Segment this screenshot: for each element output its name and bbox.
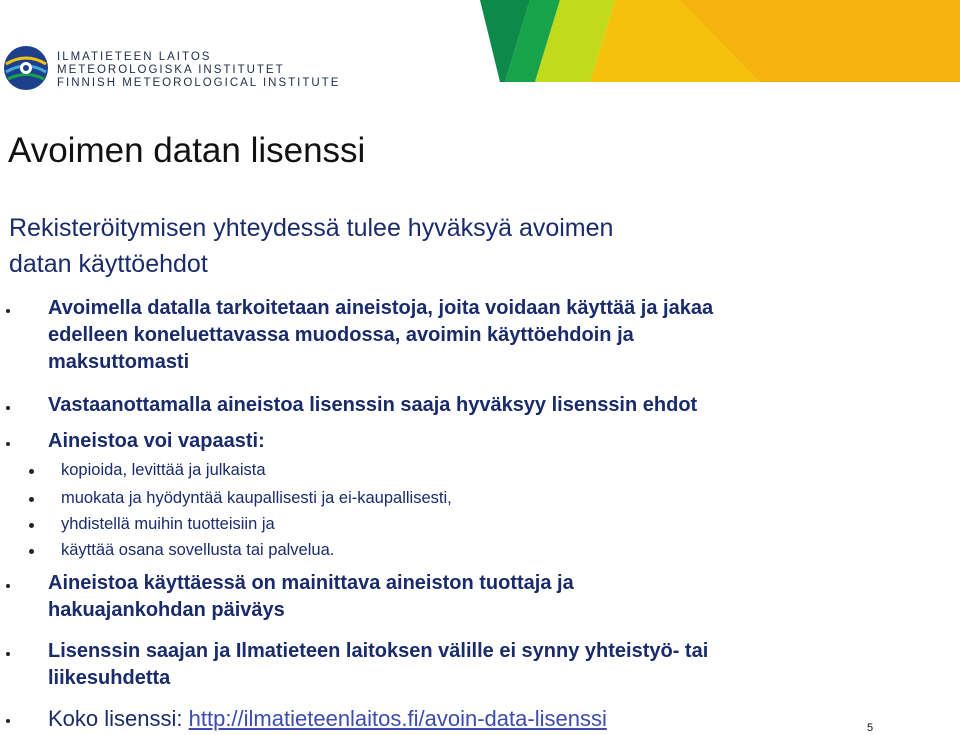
- sub-bullet-text: kopioida, levittää ja julkaista: [61, 461, 266, 479]
- slide-subtitle: [9, 210, 909, 282]
- bullet-dot: [6, 584, 10, 588]
- bullet-text: Vastaanottamalla aineistoa lisenssin saaja hyväksyy lisenssin ehdot: [48, 394, 698, 416]
- bullet-text: hakuajankohdan päiväys: [48, 599, 285, 621]
- bullet-attribution: [48, 570, 574, 624]
- organization-name: [57, 51, 340, 90]
- bullet-text: Lisenssin saajan ja Ilmatieteen laitoksen välille ei synny yhteistyö- tai: [48, 640, 709, 662]
- page-number: 5: [867, 722, 874, 734]
- org-name-english: FINNISH METEOROLOGICAL INSTITUTE: [57, 77, 341, 89]
- bullet-text: Avoimella datalla tarkoitetaan aineistoja, joita voidaan käyttää ja jakaa: [48, 297, 714, 319]
- sub-bullet-use-in-service: [61, 539, 334, 562]
- bullet-full-license: [48, 705, 607, 732]
- slide-title: Avoimen datan lisenssi: [8, 131, 366, 170]
- bullet-text: liikesuhdetta: [48, 667, 171, 689]
- bullet-open-data-definition: [48, 295, 713, 376]
- subtitle-line-1: Rekisteröitymisen yhteydessä tulee hyväksyä avoimen: [9, 214, 614, 242]
- sub-bullet-combine: [61, 513, 275, 536]
- bullet-dot: [29, 523, 34, 528]
- bullet-text: Aineistoa voi vapaasti:: [48, 430, 265, 452]
- bullet-text: maksuttomasti: [48, 351, 190, 373]
- bullet-dot: [6, 652, 10, 656]
- org-name-finnish: ILMATIETEEN LAITOS: [57, 51, 212, 63]
- sub-bullet-text: käyttää osana sovellusta tai palvelua.: [61, 541, 335, 559]
- bullet-text: Aineistoa käyttäessä on mainittava aineiston tuottaja ja: [48, 572, 574, 594]
- sub-bullet-copy: [61, 459, 266, 482]
- bullet-freely-use: [48, 428, 265, 455]
- bullet-dot: [6, 442, 10, 446]
- bullet-dot: [29, 497, 34, 502]
- bullet-accept-terms: [48, 392, 697, 419]
- bullet-no-partnership: [48, 638, 708, 692]
- license-link[interactable]: http://ilmatieteenlaitos.fi/avoin-data-lisenssi: [188, 706, 607, 731]
- bullet-text: Koko lisenssi:: [48, 706, 189, 731]
- sub-bullet-modify: [61, 487, 452, 510]
- bullet-text: edelleen koneluettavassa muodossa, avoimin käyttöehdoin ja: [48, 324, 634, 346]
- bullet-dot: [29, 549, 34, 554]
- fmi-logo-icon: [2, 44, 50, 92]
- bullet-dot: [6, 719, 10, 723]
- sub-bullet-text: yhdistellä muihin tuotteisiin ja: [61, 515, 275, 533]
- subtitle-line-2: datan käyttöehdot: [9, 250, 208, 278]
- sub-bullet-text: muokata ja hyödyntää kaupallisesti ja ei-kaupallisesti,: [61, 489, 452, 507]
- bullet-dot: [6, 406, 10, 410]
- org-name-swedish: METEOROLOGISKA INSTITUTET: [57, 64, 285, 76]
- bullet-dot: [29, 469, 34, 474]
- bullet-dot: [6, 309, 10, 313]
